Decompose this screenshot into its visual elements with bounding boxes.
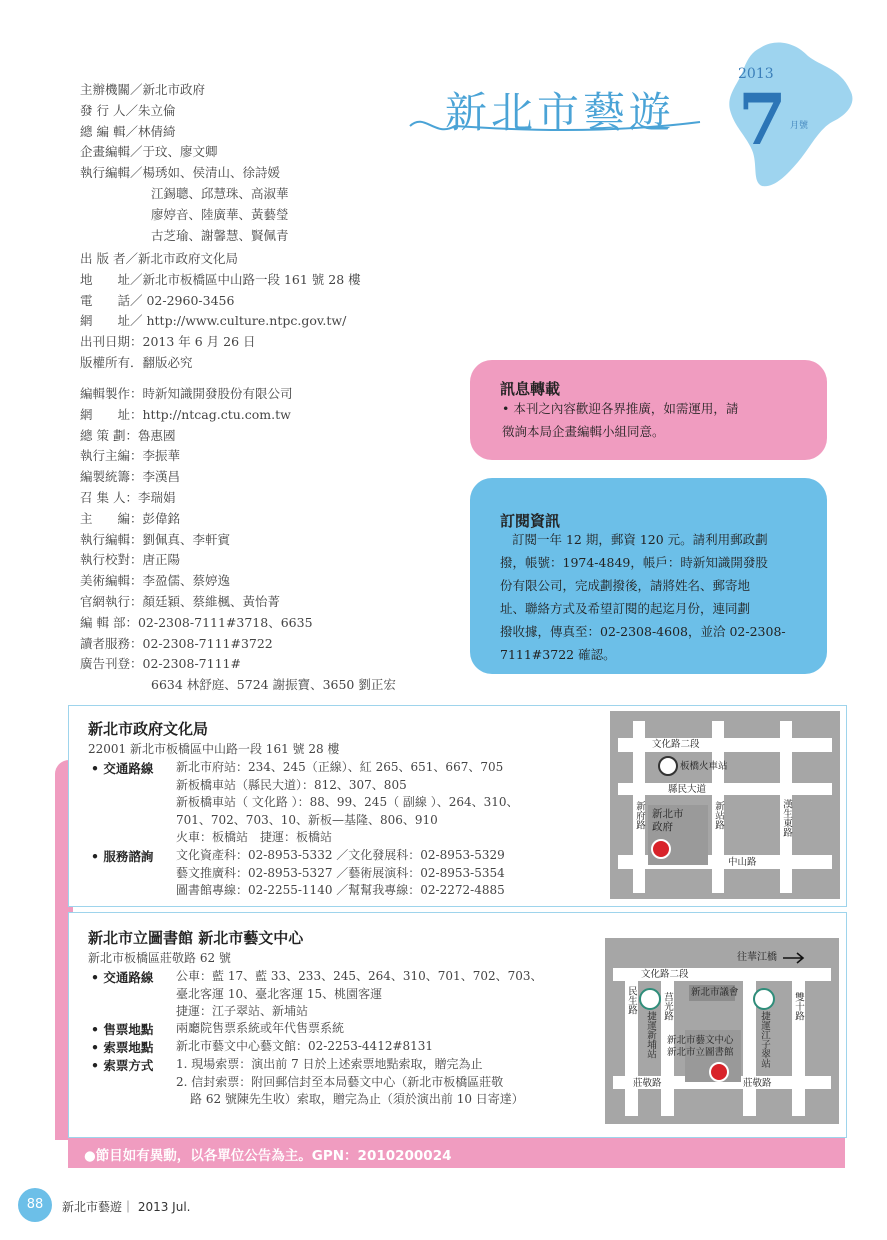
credit-line: 網 址／ http://www.culture.ntpc.gov.tw/ — [80, 313, 347, 329]
map-label: 捷運江子翠站 — [759, 1011, 770, 1068]
map-label: 往華江橋 — [737, 952, 777, 963]
transport-label: • 交通路線 — [91, 761, 154, 776]
map-label: 板橋火車站 — [680, 761, 728, 772]
credit-line: 總 策 劃：魯惠國 — [80, 427, 176, 443]
map-label: 新府路 — [634, 801, 645, 830]
credit-line: 網 址：http://ntcag.ctu.com.tw — [80, 406, 291, 422]
transport-line: 新板橋車站（ 文化路 ）：88、99、245（ 副線 ）、264、310、 — [176, 795, 519, 809]
service-line: 藝文推廣科：02-8953-5327 ／藝術展演科：02-8953-5354 — [176, 865, 505, 880]
credit-line: 執行主編：李振華 — [80, 448, 181, 464]
map-label: 捷運新埔站 — [645, 1011, 656, 1059]
service-line: 圖書館專線：02-2255-1140 ／幫幫我專線：02-2272-4885 — [176, 883, 505, 897]
map-label: 莒光路 — [662, 992, 673, 1021]
map-road — [618, 783, 832, 795]
credit-line: 地 址／新北市板橋區中山路一段 161 號 28 樓 — [80, 271, 361, 287]
subscribe-box — [470, 478, 827, 674]
map-road — [743, 968, 756, 1116]
credit-line: 讀者服務：02-2308-7111#3722 — [80, 635, 273, 651]
issue-year: 2013 — [738, 66, 774, 82]
map-label: 文化路二段 — [652, 739, 700, 750]
credit-line: 出 版 者／新北市政府文化局 — [80, 251, 238, 266]
credit-line: 美術編輯：李盈儒、蔡婷逸 — [80, 573, 231, 589]
train-station-icon — [658, 756, 678, 776]
map-label: 新站路 — [713, 801, 724, 830]
logo-swirl — [405, 108, 705, 138]
location-marker-icon — [709, 1062, 729, 1082]
transport-line: 火車：板橋站 捷運：板橋站 — [176, 830, 333, 844]
transport-line: 701、702、703、10、新板—基隆、806、910 — [176, 812, 438, 827]
credit-line: 發 行 人／朱立倫 — [80, 102, 176, 118]
credit-line: 執行校對：唐正陽 — [80, 552, 181, 568]
panel-title: 新北市政府文化局 — [88, 720, 209, 738]
credit-line: 官網執行：顏廷穎、蔡維楓、黃怡菁 — [80, 593, 281, 609]
location-marker-icon — [651, 839, 671, 859]
ticket-way-label: • 索票方式 — [91, 1058, 154, 1073]
credit-line: 召 集 人：李瑞娟 — [80, 489, 176, 505]
credit-line: 廖婷音、陸廣華、黃藝瑩 — [151, 206, 289, 222]
map-label: 文化路二段 — [641, 969, 689, 980]
notice-line: • 本刊之內容歡迎各界推廣，如需運用，請 — [502, 401, 739, 416]
ticket-get-label: • 索票地點 — [91, 1040, 154, 1055]
library-map — [605, 938, 839, 1124]
credit-line: 企畫編輯／于玟、廖文卿 — [80, 144, 218, 160]
credit-line: 編製統籌：李漢昌 — [80, 469, 181, 485]
subscribe-line: 址、聯絡方式及希望訂閱的起迄月份，連同劃 — [500, 601, 751, 616]
credits-publisher — [80, 249, 361, 374]
transport-line: 公車：藍 17、藍 33、233、245、264、310、701、702、703、 — [176, 969, 543, 983]
map-label: 民生路 — [626, 986, 637, 1015]
library-panel — [68, 912, 847, 1138]
metro-station-icon — [753, 988, 775, 1010]
issue-month: 7 — [738, 78, 787, 161]
notice-box — [470, 360, 827, 460]
map-label: 漢生東路 — [781, 799, 792, 837]
page-number: 88 — [18, 1188, 52, 1222]
credit-line: 版權所有．翻版必究 — [80, 354, 193, 370]
service-label: • 服務諮詢 — [91, 849, 154, 864]
ticket-place-label: • 售票地點 — [91, 1022, 154, 1037]
service-line: 文化資產科：02-8953-5332 ／文化發展科：02-8953-5329 — [176, 848, 505, 862]
panel-address: 新北市板橋區莊敬路 62 號 — [88, 951, 231, 965]
ticket-way-line: 2. 信封索票：附回郵信封至本局藝文中心（新北市板橋區莊敬 — [176, 1074, 504, 1089]
notice-title: 訊息轉載 — [500, 380, 561, 398]
issue-month-suffix: 月號 — [790, 121, 809, 131]
credit-line: 主 編：彭偉銘 — [80, 510, 181, 526]
subscribe-line: 7111#3722 確認。 — [500, 647, 616, 662]
map-road — [792, 968, 805, 1116]
panel-address: 22001 新北市板橋區中山路一段 161 號 28 樓 — [88, 742, 340, 756]
credit-line: 江錫聰、邱慧珠、高淑華 — [151, 185, 289, 201]
map-label: 新北市藝文中心 — [667, 1035, 734, 1046]
transport-line: 新板橋車站（縣民大道）：812、307、805 — [176, 777, 407, 792]
map-label: 莊敬路 — [633, 1078, 662, 1089]
map-label: 新北市政府 — [652, 808, 684, 833]
credit-line: 執行編輯：劉佩真、李軒賓 — [80, 531, 231, 547]
ticket-get: 新北市藝文中心藝文館：02-2253-4412#8131 — [176, 1039, 434, 1053]
credits-production — [80, 384, 396, 696]
credit-line: 廣告刊登：02-2308-7111# — [80, 656, 241, 672]
arrow-right-icon — [783, 952, 807, 964]
credit-line: 古芝瑜、謝馨慧、賢佩青 — [151, 227, 289, 243]
ticket-way-line: 1. 現場索票：演出前 7 日於上述索票地點索取，贈完為止 — [176, 1057, 483, 1071]
subscribe-title: 訂閱資訊 — [500, 512, 561, 530]
ticket-way-line: 路 62 號陳先生收）索取，贈完為止（須於演出前 10 日寄達） — [190, 1092, 524, 1106]
transport-line: 臺北客運 10、臺北客運 15、桃園客運 — [176, 986, 383, 1001]
panel-title: 新北市立圖書館 新北市藝文中心 — [88, 929, 304, 947]
page-footer-label: 新北市藝遊｜ 2013 Jul. — [62, 1200, 191, 1214]
culture-bureau-map — [610, 711, 840, 899]
notice-bar-text: ●節目如有異動，以各單位公告為主。GPN：2010200024 — [84, 1148, 452, 1164]
credit-line: 編 輯 部：02-2308-7111#3718、6635 — [80, 614, 313, 630]
map-road — [618, 738, 832, 752]
subscribe-line: 撥，帳號：1974-4849，帳戶：時新知識開發股 — [500, 555, 768, 570]
subscribe-line: 訂閱一年 12 期，郵資 120 元。請利用郵政劃 — [512, 532, 768, 547]
credit-line: 執行編輯／楊琇如、侯清山、徐詩媛 — [80, 165, 281, 181]
credit-line: 總 編 輯／林倩綺 — [80, 123, 176, 139]
transport-line: 新北市府站：234、245（正線）、紅 265、651、667、705 — [176, 760, 504, 774]
ticket-place: 兩廳院售票系統或年代售票系統 — [176, 1021, 345, 1035]
map-label: 中山路 — [728, 857, 757, 868]
credits-top — [80, 80, 289, 246]
transport-line: 捷運：江子翠站、新埔站 — [176, 1004, 309, 1018]
credit-line: 主辦機關／新北市政府 — [80, 82, 206, 97]
map-label: 新北市議會 — [691, 987, 739, 998]
map-label: 縣民大道 — [668, 784, 707, 795]
culture-bureau-panel — [68, 705, 847, 907]
credit-line: 編輯製作：時新知識開發股份有限公司 — [80, 386, 293, 401]
subscribe-line: 撥收據，傳真至：02-2308-4608，並洽 02-2308- — [500, 624, 786, 639]
map-label: 莊敬路 — [743, 1078, 772, 1089]
map-label: 雙十路 — [793, 992, 804, 1021]
metro-station-icon — [639, 988, 661, 1010]
credit-line: 電 話／ 02-2960-3456 — [80, 292, 235, 308]
credit-line: 出刊日期：2013 年 6 月 26 日 — [80, 334, 256, 350]
map-label: 新北市立圖書館 — [667, 1047, 734, 1058]
subscribe-line: 份有限公司，完成劃撥後，請將姓名、郵寄地 — [500, 578, 751, 593]
credit-line: 6634 林舒庭、5724 謝振寶、3650 劉正宏 — [151, 677, 396, 693]
notice-line: 徵詢本局企畫編輯小組同意。 — [502, 424, 665, 439]
transport-label: • 交通路線 — [91, 970, 154, 985]
magazine-title: 新北市藝遊 — [445, 88, 676, 137]
